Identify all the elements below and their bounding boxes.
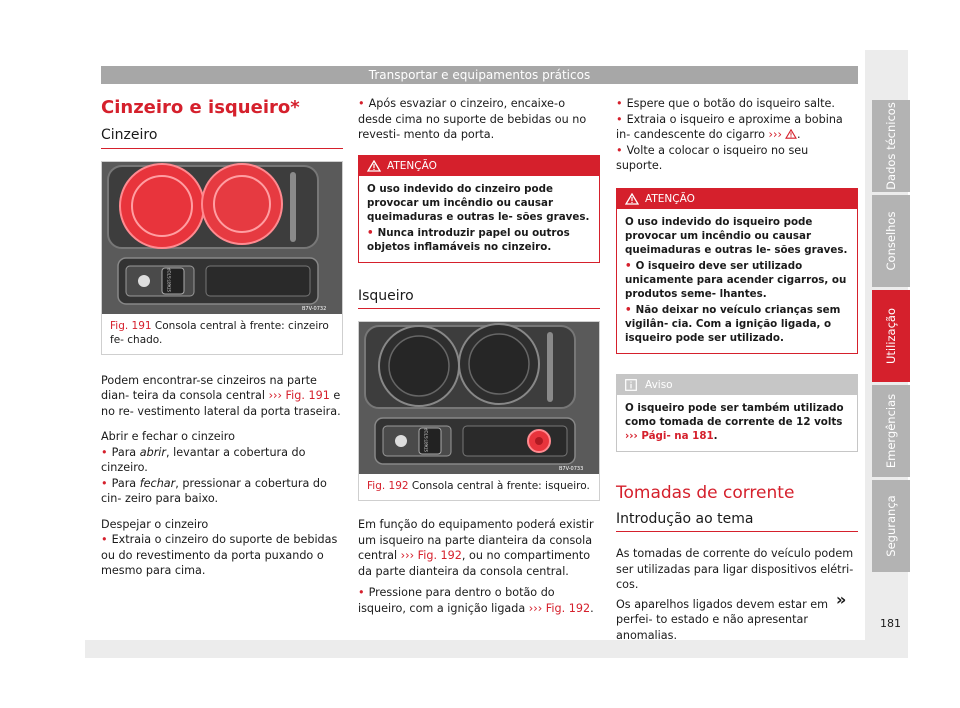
column-1 xyxy=(101,96,343,579)
tab-label: Utilização xyxy=(884,307,898,365)
bullet-icon: • xyxy=(101,533,108,546)
text: , pressionar a cobertura do cin- zeiro para baixo. xyxy=(101,476,327,505)
text: , levantar a cobertura do cinzeiro. xyxy=(101,445,306,474)
bullet-icon: • xyxy=(625,259,632,272)
tab-seguranca[interactable] xyxy=(872,480,910,572)
warning-text: O uso indevido do cinzeiro pode provocar um incêndio ou causar queimaduras e outras le- sões graves. xyxy=(367,182,590,223)
list-item xyxy=(616,96,858,112)
figure-caption-text: Consola central à frente: isqueiro. xyxy=(411,480,590,492)
emphasis: fechar xyxy=(139,476,176,490)
list-item xyxy=(101,532,343,579)
text: Para xyxy=(111,445,140,459)
figure-link[interactable]: Fig. 192 xyxy=(414,549,462,562)
text: . xyxy=(590,601,594,615)
tab-label: Segurança xyxy=(884,495,898,557)
figure-link[interactable]: Fig. 191 xyxy=(281,389,330,402)
figure-code: B7V-0732 xyxy=(302,305,327,312)
tab-conselhos[interactable] xyxy=(872,195,910,287)
warning-triangle-icon xyxy=(785,129,797,139)
figure-image xyxy=(359,322,599,474)
bullet-icon: • xyxy=(616,97,623,110)
paragraph xyxy=(358,517,600,579)
figure-191 xyxy=(101,161,343,355)
list-item xyxy=(358,585,600,616)
bullet-icon: • xyxy=(101,476,108,490)
bullet-icon: • xyxy=(367,226,374,239)
arrow-ref: ››› xyxy=(768,128,782,141)
list-item xyxy=(101,476,343,507)
subsection-heading: Cinzeiro xyxy=(101,128,343,149)
warning-list-item xyxy=(625,303,849,345)
tab-emergencias[interactable] xyxy=(872,385,910,477)
text: . xyxy=(713,429,718,442)
text: Pressione para dentro o botão do isqueiro, com a ignição ligada xyxy=(358,586,555,615)
text: Após esvaziar o cinzeiro, encaixe-o desde cima no suporte de bebidas ou no revesti- mento da porta. xyxy=(358,97,587,141)
text: Podem encontrar-se cinzeiros na parte dian- teira da consola central xyxy=(101,373,317,402)
warning-box xyxy=(358,155,600,263)
text: e no re- vestimento lateral da porta traseira. xyxy=(101,389,341,418)
text: Não deixar no veículo crianças sem vigilân- cia. Com a ignição ligada, o isqueiro pode ser utilizado. xyxy=(625,303,841,344)
warning-title: ATENÇÃO xyxy=(387,159,437,172)
bullet-icon: • xyxy=(625,303,632,316)
arrow-ref: ››› xyxy=(400,549,415,562)
subheading-despejar: Despejar o cinzeiro xyxy=(101,517,209,531)
section-heading: Cinzeiro e isqueiro* xyxy=(101,97,300,118)
figure-image xyxy=(102,162,342,314)
tab-dados-tecnicos[interactable] xyxy=(872,100,910,192)
text: Espere que o botão do isqueiro salte. xyxy=(626,97,835,110)
page-link[interactable]: Pági- na 181 xyxy=(637,429,714,442)
warning-body xyxy=(359,176,599,262)
text: Extraia o cinzeiro do suporte de bebidas ou do revestimento da porta puxando o mesmo para cima. xyxy=(101,533,338,577)
paragraph: Os aparelhos ligados devem estar em perfei- to estado e não apresentar anomalias. xyxy=(616,597,829,642)
arrow-ref: ››› xyxy=(625,429,638,442)
bullet-icon: • xyxy=(358,97,365,110)
bullet-icon: • xyxy=(358,586,365,599)
warning-list-item xyxy=(625,259,849,301)
text: , ou no compartimento da parte dianteira da consola central. xyxy=(358,549,591,578)
note-title: Aviso xyxy=(645,378,673,391)
figure-link[interactable]: Fig. 192 xyxy=(542,601,591,615)
chapter-tabs xyxy=(872,100,910,575)
text: . xyxy=(796,128,801,141)
tab-label: Conselhos xyxy=(884,211,898,271)
emphasis: abrir xyxy=(139,445,166,459)
warning-header xyxy=(359,156,599,176)
figure-caption xyxy=(102,314,342,354)
subsection-heading: Introdução ao tema xyxy=(616,512,858,533)
figure-caption xyxy=(359,474,599,500)
text: Nunca introduzir papel ou outros objetos inflamáveis no cinzeiro. xyxy=(367,226,570,253)
figure-caption-text: Consola central à frente: cinzeiro fe- chado. xyxy=(110,319,329,346)
continue-mark: » xyxy=(836,590,847,609)
text: O isqueiro pode ser também utilizado como tomada de corrente de 12 volts xyxy=(625,401,844,428)
bullet-icon: • xyxy=(101,445,108,459)
console-lighter-illustration xyxy=(359,322,599,474)
note-body xyxy=(617,395,857,451)
subsection-heading: Isqueiro xyxy=(358,289,600,310)
text: Extraia o isqueiro e aproxime a bobina in- candescente do cigarro xyxy=(616,112,843,141)
column-3 xyxy=(616,96,858,643)
warning-body xyxy=(617,209,857,353)
warning-box xyxy=(616,188,858,354)
warning-text: O uso indevido do isqueiro pode provocar um incêndio ou causar queimaduras e outras le- sões graves. xyxy=(625,215,848,256)
text: Para xyxy=(111,476,140,490)
warning-header xyxy=(617,189,857,209)
list-item xyxy=(101,445,343,476)
bullet-icon: • xyxy=(616,112,623,126)
list-item xyxy=(616,143,858,174)
section-heading: Tomadas de corrente xyxy=(616,482,795,503)
figure-number: Fig. 191 xyxy=(110,319,152,332)
bullet-icon: • xyxy=(616,143,623,157)
tab-utilizacao[interactable] xyxy=(872,290,910,382)
start-stop-label: START-STOP xyxy=(167,267,172,292)
list-item xyxy=(616,112,858,143)
warning-list-item xyxy=(367,226,591,254)
subheading-abrir: Abrir e fechar o cinzeiro xyxy=(101,430,235,443)
warning-triangle-icon xyxy=(625,193,639,205)
arrow-ref: ››› xyxy=(268,389,282,402)
tab-label: Emergências xyxy=(884,393,898,469)
warning-title: ATENÇÃO xyxy=(645,192,695,205)
figure-192 xyxy=(358,321,600,501)
start-stop-label: START-STOP xyxy=(424,428,429,452)
list-item xyxy=(358,96,600,143)
text: Volte a colocar o isqueiro no seu suporte. xyxy=(616,143,809,172)
console-ashtray-illustration xyxy=(102,162,342,314)
info-icon xyxy=(625,379,637,391)
tab-label: Dados técnicos xyxy=(884,102,898,190)
page-number: 181 xyxy=(880,617,901,630)
arrow-ref: ››› xyxy=(528,601,543,615)
paragraph xyxy=(101,373,343,420)
figure-code: B7V-0733 xyxy=(559,466,584,472)
text: O isqueiro deve ser utilizado unicamente para acender cigarros, ou produtos seme- lhantes. xyxy=(625,259,847,300)
figure-number: Fig. 192 xyxy=(367,480,409,492)
paragraph: As tomadas de corrente do veículo podem ser utilizadas para ligar dispositivos elétri- cos. xyxy=(616,547,854,591)
warning-triangle-icon xyxy=(367,160,381,172)
text: Em função do equipamento poderá existir um isqueiro na parte dianteira da consola central xyxy=(358,518,594,562)
note-header xyxy=(617,375,857,395)
column-2 xyxy=(358,96,600,616)
running-header: Transportar e equipamentos práticos xyxy=(101,66,858,84)
note-box xyxy=(616,374,858,452)
